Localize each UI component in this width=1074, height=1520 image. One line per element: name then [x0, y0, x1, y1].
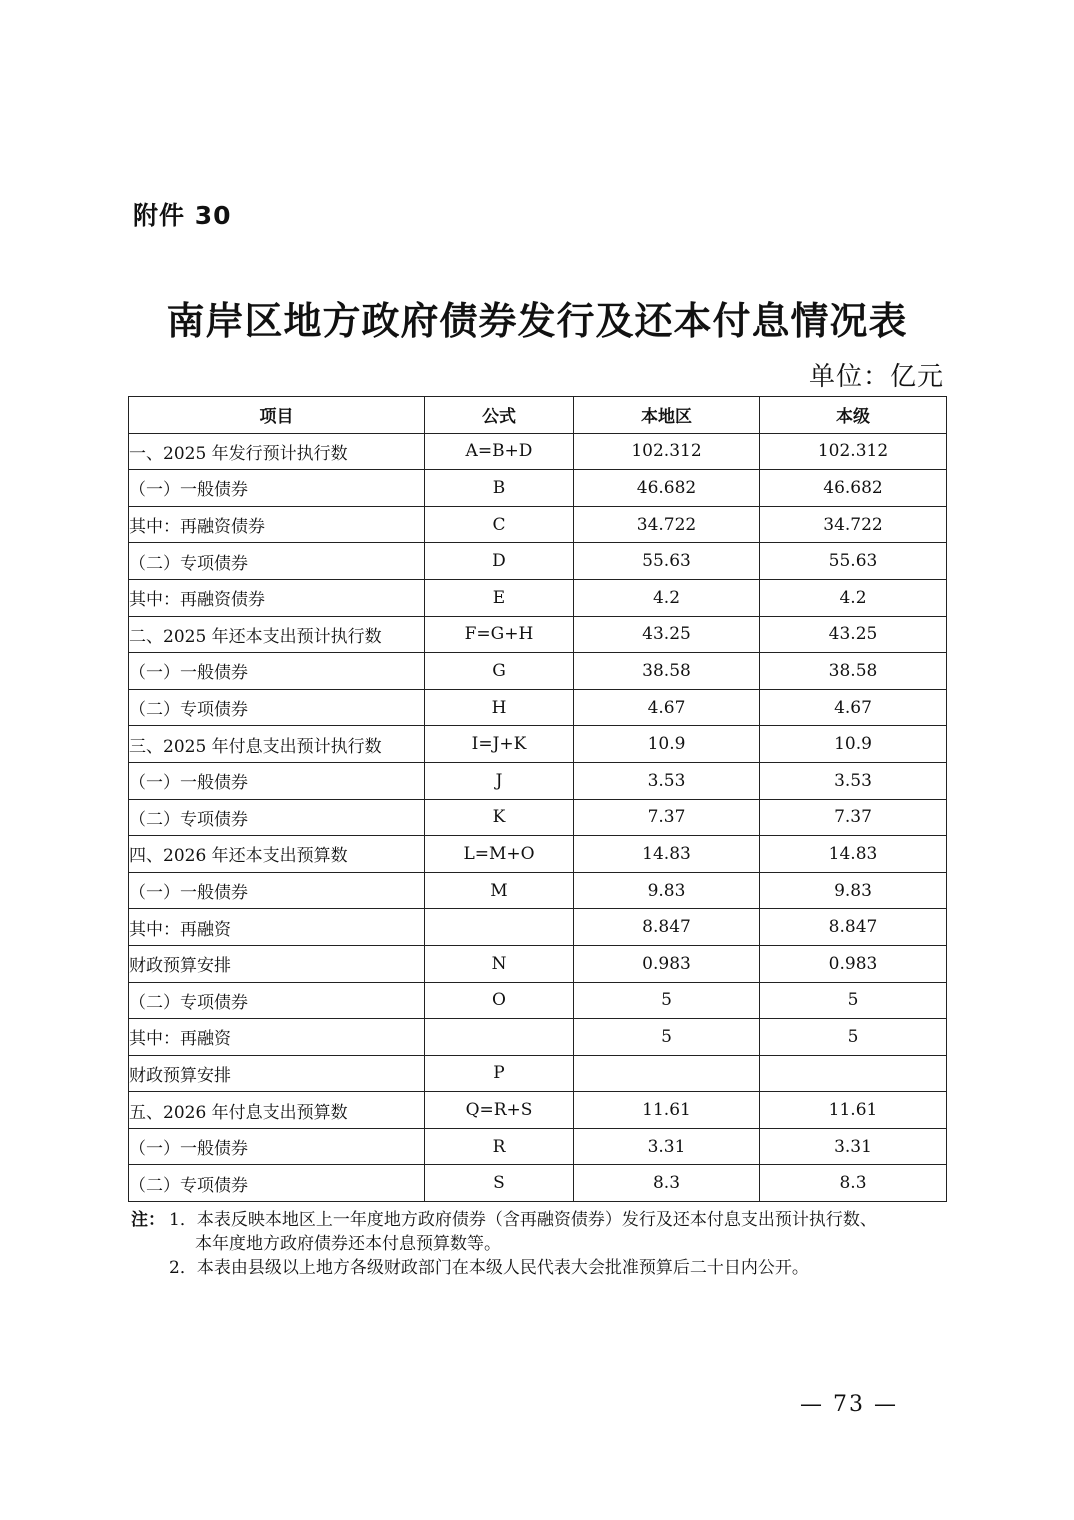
cell-formula: O — [425, 982, 574, 1019]
cell-item: （一）一般债券 — [129, 1128, 425, 1165]
note-line — [131, 1232, 961, 1256]
note-label: 注： — [131, 1210, 165, 1230]
table-row — [129, 762, 947, 799]
cell-region-value: 9.83 — [574, 872, 760, 909]
cell-region-value: 10.9 — [574, 726, 760, 763]
attachment-label: 附件 30 — [133, 201, 232, 230]
cell-formula — [425, 1019, 574, 1056]
notes — [131, 1208, 961, 1280]
cell-region-value: 7.37 — [574, 799, 760, 836]
cell-item: 财政预算安排 — [129, 1055, 425, 1092]
cell-formula: G — [425, 653, 574, 690]
cell-level-value: 3.31 — [760, 1128, 947, 1165]
column-header-item: 项目 — [129, 397, 425, 434]
table-row — [129, 653, 947, 690]
page-number: — 73 — — [800, 1392, 898, 1417]
cell-formula: P — [425, 1055, 574, 1092]
cell-level-value: 55.63 — [760, 543, 947, 580]
column-header-region: 本地区 — [574, 397, 760, 434]
cell-formula: I=J+K — [425, 726, 574, 763]
note-line — [131, 1256, 961, 1280]
table-row — [129, 982, 947, 1019]
column-header-level: 本级 — [760, 397, 947, 434]
cell-formula: Q=R+S — [425, 1092, 574, 1129]
cell-region-value: 5 — [574, 1019, 760, 1056]
cell-level-value: 7.37 — [760, 799, 947, 836]
cell-region-value: 8.3 — [574, 1165, 760, 1202]
cell-formula: E — [425, 579, 574, 616]
cell-region-value: 34.722 — [574, 506, 760, 543]
table-row — [129, 543, 947, 580]
cell-level-value: 11.61 — [760, 1092, 947, 1129]
table-row — [129, 909, 947, 946]
cell-formula: H — [425, 689, 574, 726]
cell-item: 其中：再融资债券 — [129, 506, 425, 543]
cell-level-value: 0.983 — [760, 945, 947, 982]
cell-formula: B — [425, 470, 574, 507]
cell-formula: R — [425, 1128, 574, 1165]
cell-formula: L=M+O — [425, 836, 574, 873]
cell-item: （一）一般债券 — [129, 872, 425, 909]
cell-level-value: 3.53 — [760, 762, 947, 799]
table-row — [129, 1019, 947, 1056]
table-row — [129, 616, 947, 653]
cell-region-value: 0.983 — [574, 945, 760, 982]
cell-level-value: 4.67 — [760, 689, 947, 726]
table-row — [129, 799, 947, 836]
cell-level-value: 43.25 — [760, 616, 947, 653]
cell-level-value: 14.83 — [760, 836, 947, 873]
table-row — [129, 836, 947, 873]
cell-formula: D — [425, 543, 574, 580]
table-row — [129, 1165, 947, 1202]
unit-label: 单位：亿元 — [808, 362, 944, 392]
cell-region-value: 11.61 — [574, 1092, 760, 1129]
table-row — [129, 433, 947, 470]
cell-region-value: 4.67 — [574, 689, 760, 726]
cell-item: 五、2026 年付息支出预算数 — [129, 1092, 425, 1129]
cell-region-value: 5 — [574, 982, 760, 1019]
cell-level-value: 5 — [760, 1019, 947, 1056]
cell-level-value: 10.9 — [760, 726, 947, 763]
table-row — [129, 506, 947, 543]
cell-region-value: 43.25 — [574, 616, 760, 653]
cell-item: 财政预算安排 — [129, 945, 425, 982]
cell-item: 其中：再融资 — [129, 909, 425, 946]
cell-formula: J — [425, 762, 574, 799]
note-text: 2．本表由县级以上地方各级财政部门在本级人民代表大会批准预算后二十日内公开。 — [169, 1258, 809, 1278]
table-row — [129, 726, 947, 763]
cell-region-value: 3.53 — [574, 762, 760, 799]
bond-table — [128, 396, 947, 1202]
cell-region-value: 38.58 — [574, 653, 760, 690]
cell-item: （二）专项债券 — [129, 799, 425, 836]
cell-region-value: 55.63 — [574, 543, 760, 580]
cell-formula: F=G+H — [425, 616, 574, 653]
cell-level-value: 34.722 — [760, 506, 947, 543]
cell-level-value: 4.2 — [760, 579, 947, 616]
cell-item: 一、2025 年发行预计执行数 — [129, 433, 425, 470]
cell-level-value: 5 — [760, 982, 947, 1019]
cell-formula: C — [425, 506, 574, 543]
cell-formula: S — [425, 1165, 574, 1202]
page-title: 南岸区地方政府债券发行及还本付息情况表 — [166, 298, 908, 343]
cell-region-value: 14.83 — [574, 836, 760, 873]
cell-item: （一）一般债券 — [129, 762, 425, 799]
table-row — [129, 1092, 947, 1129]
table-row — [129, 579, 947, 616]
cell-formula: A=B+D — [425, 433, 574, 470]
table-body — [129, 433, 947, 1201]
cell-level-value: 9.83 — [760, 872, 947, 909]
table-header-row — [129, 397, 947, 434]
cell-item: （一）一般债券 — [129, 653, 425, 690]
cell-item: 二、2025 年还本支出预计执行数 — [129, 616, 425, 653]
cell-item: 其中：再融资 — [129, 1019, 425, 1056]
cell-level-value: 8.847 — [760, 909, 947, 946]
table-row — [129, 1128, 947, 1165]
cell-level-value: 38.58 — [760, 653, 947, 690]
cell-item: （一）一般债券 — [129, 470, 425, 507]
cell-region-value: 3.31 — [574, 1128, 760, 1165]
cell-item: （二）专项债券 — [129, 689, 425, 726]
cell-level-value: 102.312 — [760, 433, 947, 470]
cell-level-value — [760, 1055, 947, 1092]
table-row — [129, 872, 947, 909]
cell-item: （二）专项债券 — [129, 982, 425, 1019]
table-row — [129, 945, 947, 982]
cell-formula — [425, 909, 574, 946]
cell-region-value: 8.847 — [574, 909, 760, 946]
cell-item: （二）专项债券 — [129, 543, 425, 580]
cell-level-value: 46.682 — [760, 470, 947, 507]
cell-level-value: 8.3 — [760, 1165, 947, 1202]
table-row — [129, 470, 947, 507]
cell-region-value: 4.2 — [574, 579, 760, 616]
cell-formula: M — [425, 872, 574, 909]
cell-item: 三、2025 年付息支出预计执行数 — [129, 726, 425, 763]
cell-formula: K — [425, 799, 574, 836]
cell-region-value: 46.682 — [574, 470, 760, 507]
cell-item: （二）专项债券 — [129, 1165, 425, 1202]
cell-region-value: 102.312 — [574, 433, 760, 470]
note-text: 1．本表反映本地区上一年度地方政府债券（含再融资债券）发行及还本付息支出预计执行数、 — [169, 1210, 877, 1230]
column-header-formula: 公式 — [425, 397, 574, 434]
note-line — [131, 1208, 961, 1232]
note-text: 本年度地方政府债券还本付息预算数等。 — [195, 1234, 501, 1254]
cell-item: 其中：再融资债券 — [129, 579, 425, 616]
cell-formula: N — [425, 945, 574, 982]
table-row — [129, 1055, 947, 1092]
table-row — [129, 689, 947, 726]
cell-region-value — [574, 1055, 760, 1092]
cell-item: 四、2026 年还本支出预算数 — [129, 836, 425, 873]
